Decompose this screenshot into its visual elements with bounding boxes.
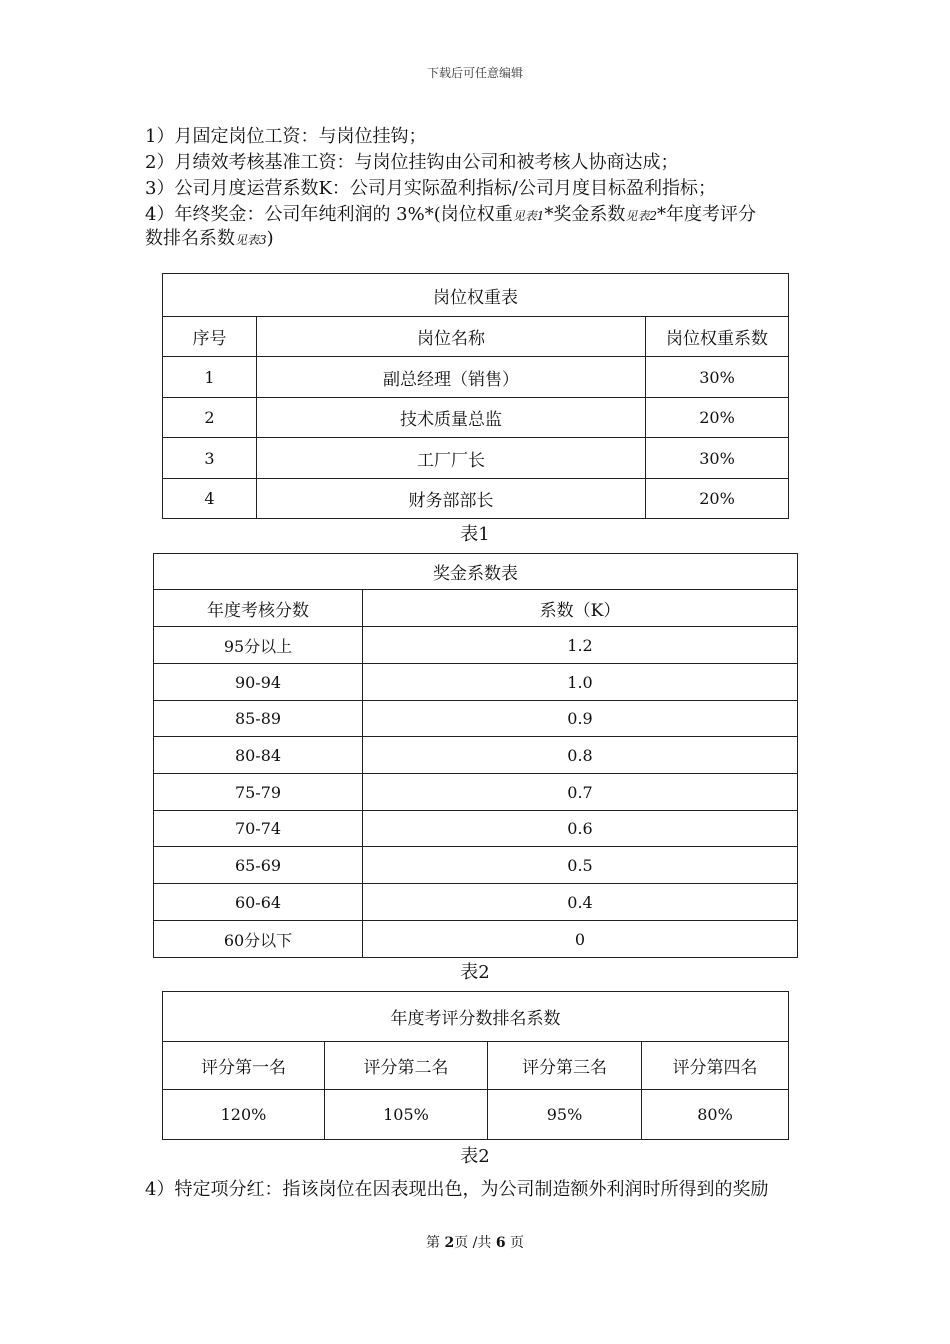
paragraph-4-line-1 — [145, 203, 815, 228]
paragraph-1: 1）月固定岗位工资：与岗位挂钩； — [145, 126, 427, 147]
table-row — [154, 774, 798, 811]
p4-ref-1: 见表1 — [512, 209, 545, 223]
table2-cell: 1.0 — [363, 664, 798, 701]
p4-text-a: 4）年终奖金：公司年纯利润的 3%*(岗位权重 — [145, 204, 513, 225]
table1-cell: 工厂厂长 — [257, 438, 646, 479]
table2-header: 系数（K） — [363, 590, 798, 627]
table2-title: 奖金系数表 — [154, 554, 798, 590]
table1-caption: 表1 — [460, 524, 490, 545]
table1-cell: 财务部部长 — [257, 479, 646, 519]
table3-header: 评分第二名 — [325, 1042, 488, 1090]
page-header: 下载后可任意编辑 — [426, 66, 523, 80]
table-row — [154, 737, 798, 774]
table1-cell: 30% — [646, 438, 789, 479]
table3-cell: 95% — [488, 1090, 642, 1140]
table3-header: 评分第四名 — [642, 1042, 789, 1090]
table1-header: 序号 — [163, 317, 257, 357]
table2-cell: 85-89 — [154, 701, 363, 737]
table3-header: 评分第三名 — [488, 1042, 642, 1090]
table2-cell: 60分以下 — [154, 921, 363, 958]
table-row — [154, 811, 798, 847]
paragraph-3: 3）公司月度运营系数K：公司月实际盈利指标/公司月度目标盈利指标； — [145, 178, 716, 199]
ranking-coefficient-table — [162, 991, 789, 1140]
bonus-coefficient-table — [153, 553, 798, 958]
table2-cell: 60-64 — [154, 884, 363, 921]
table2-cell: 70-74 — [154, 811, 363, 847]
p4-text-e: ) — [266, 228, 274, 249]
table-row — [154, 884, 798, 921]
table1-cell: 2 — [163, 398, 257, 438]
table2-cell: 90-94 — [154, 664, 363, 701]
table-row — [163, 438, 789, 479]
table-row — [163, 479, 789, 519]
table2-cell: 0.9 — [363, 701, 798, 737]
table2-cell: 0.6 — [363, 811, 798, 847]
table-row — [154, 627, 798, 664]
table3-header: 评分第一名 — [163, 1042, 325, 1090]
table2-cell: 65-69 — [154, 847, 363, 884]
footer-total-pages: 6 — [495, 1235, 506, 1251]
paragraph-2: 2）月绩效考核基准工资：与岗位挂钩由公司和被考核人协商达成； — [145, 152, 679, 173]
table2-cell: 0.4 — [363, 884, 798, 921]
p4-ref-2: 见表2 — [625, 209, 658, 223]
table1-cell: 技术质量总监 — [257, 398, 646, 438]
footer-prefix: 第 — [425, 1235, 445, 1251]
table3-cell: 80% — [642, 1090, 789, 1140]
table2-cell: 75-79 — [154, 774, 363, 811]
table1-cell: 1 — [163, 357, 257, 398]
table2-cell: 0 — [363, 921, 798, 958]
table1-cell: 3 — [163, 438, 257, 479]
table1-header: 岗位名称 — [257, 317, 646, 357]
footer-current-page: 2 — [444, 1235, 455, 1251]
paragraph-4-line-2 — [145, 227, 815, 252]
table-row — [154, 701, 798, 737]
table-row — [154, 847, 798, 884]
table-row — [163, 1090, 789, 1140]
table3-cell: 120% — [163, 1090, 325, 1140]
footer-suffix: 页 — [505, 1235, 525, 1251]
table2-cell: 95分以上 — [154, 627, 363, 664]
table2-caption: 表2 — [460, 962, 490, 983]
table1-cell: 副总经理（销售） — [257, 357, 646, 398]
table-row — [154, 664, 798, 701]
p4-text-d: 数排名系数 — [145, 228, 235, 249]
table1-cell: 4 — [163, 479, 257, 519]
table1-cell: 20% — [646, 398, 789, 438]
table-row — [163, 398, 789, 438]
table2-cell: 80-84 — [154, 737, 363, 774]
table1-title: 岗位权重表 — [163, 274, 789, 317]
table3-title: 年度考评分数排名系数 — [163, 992, 789, 1042]
paragraph-5: 4）特定项分红：指该岗位在因表现出色，为公司制造额外利润时所得到的奖励 — [145, 1179, 769, 1200]
table1-cell: 20% — [646, 479, 789, 519]
position-weight-table — [162, 273, 789, 519]
p4-text-c: *年度考评分 — [657, 204, 757, 225]
footer-middle: 页 /共 — [454, 1235, 496, 1251]
table-row — [163, 357, 789, 398]
table1-header: 岗位权重系数 — [646, 317, 789, 357]
page-footer — [0, 1232, 950, 1252]
table3-caption: 表2 — [460, 1146, 490, 1167]
table2-header: 年度考核分数 — [154, 590, 363, 627]
table3-cell: 105% — [325, 1090, 488, 1140]
table2-cell: 0.5 — [363, 847, 798, 884]
p4-text-b: *奖金系数 — [544, 204, 626, 225]
table1-cell: 30% — [646, 357, 789, 398]
p4-ref-3: 见表3 — [235, 233, 267, 247]
table2-cell: 0.7 — [363, 774, 798, 811]
table-row — [154, 921, 798, 958]
table2-cell: 1.2 — [363, 627, 798, 664]
table2-cell: 0.8 — [363, 737, 798, 774]
